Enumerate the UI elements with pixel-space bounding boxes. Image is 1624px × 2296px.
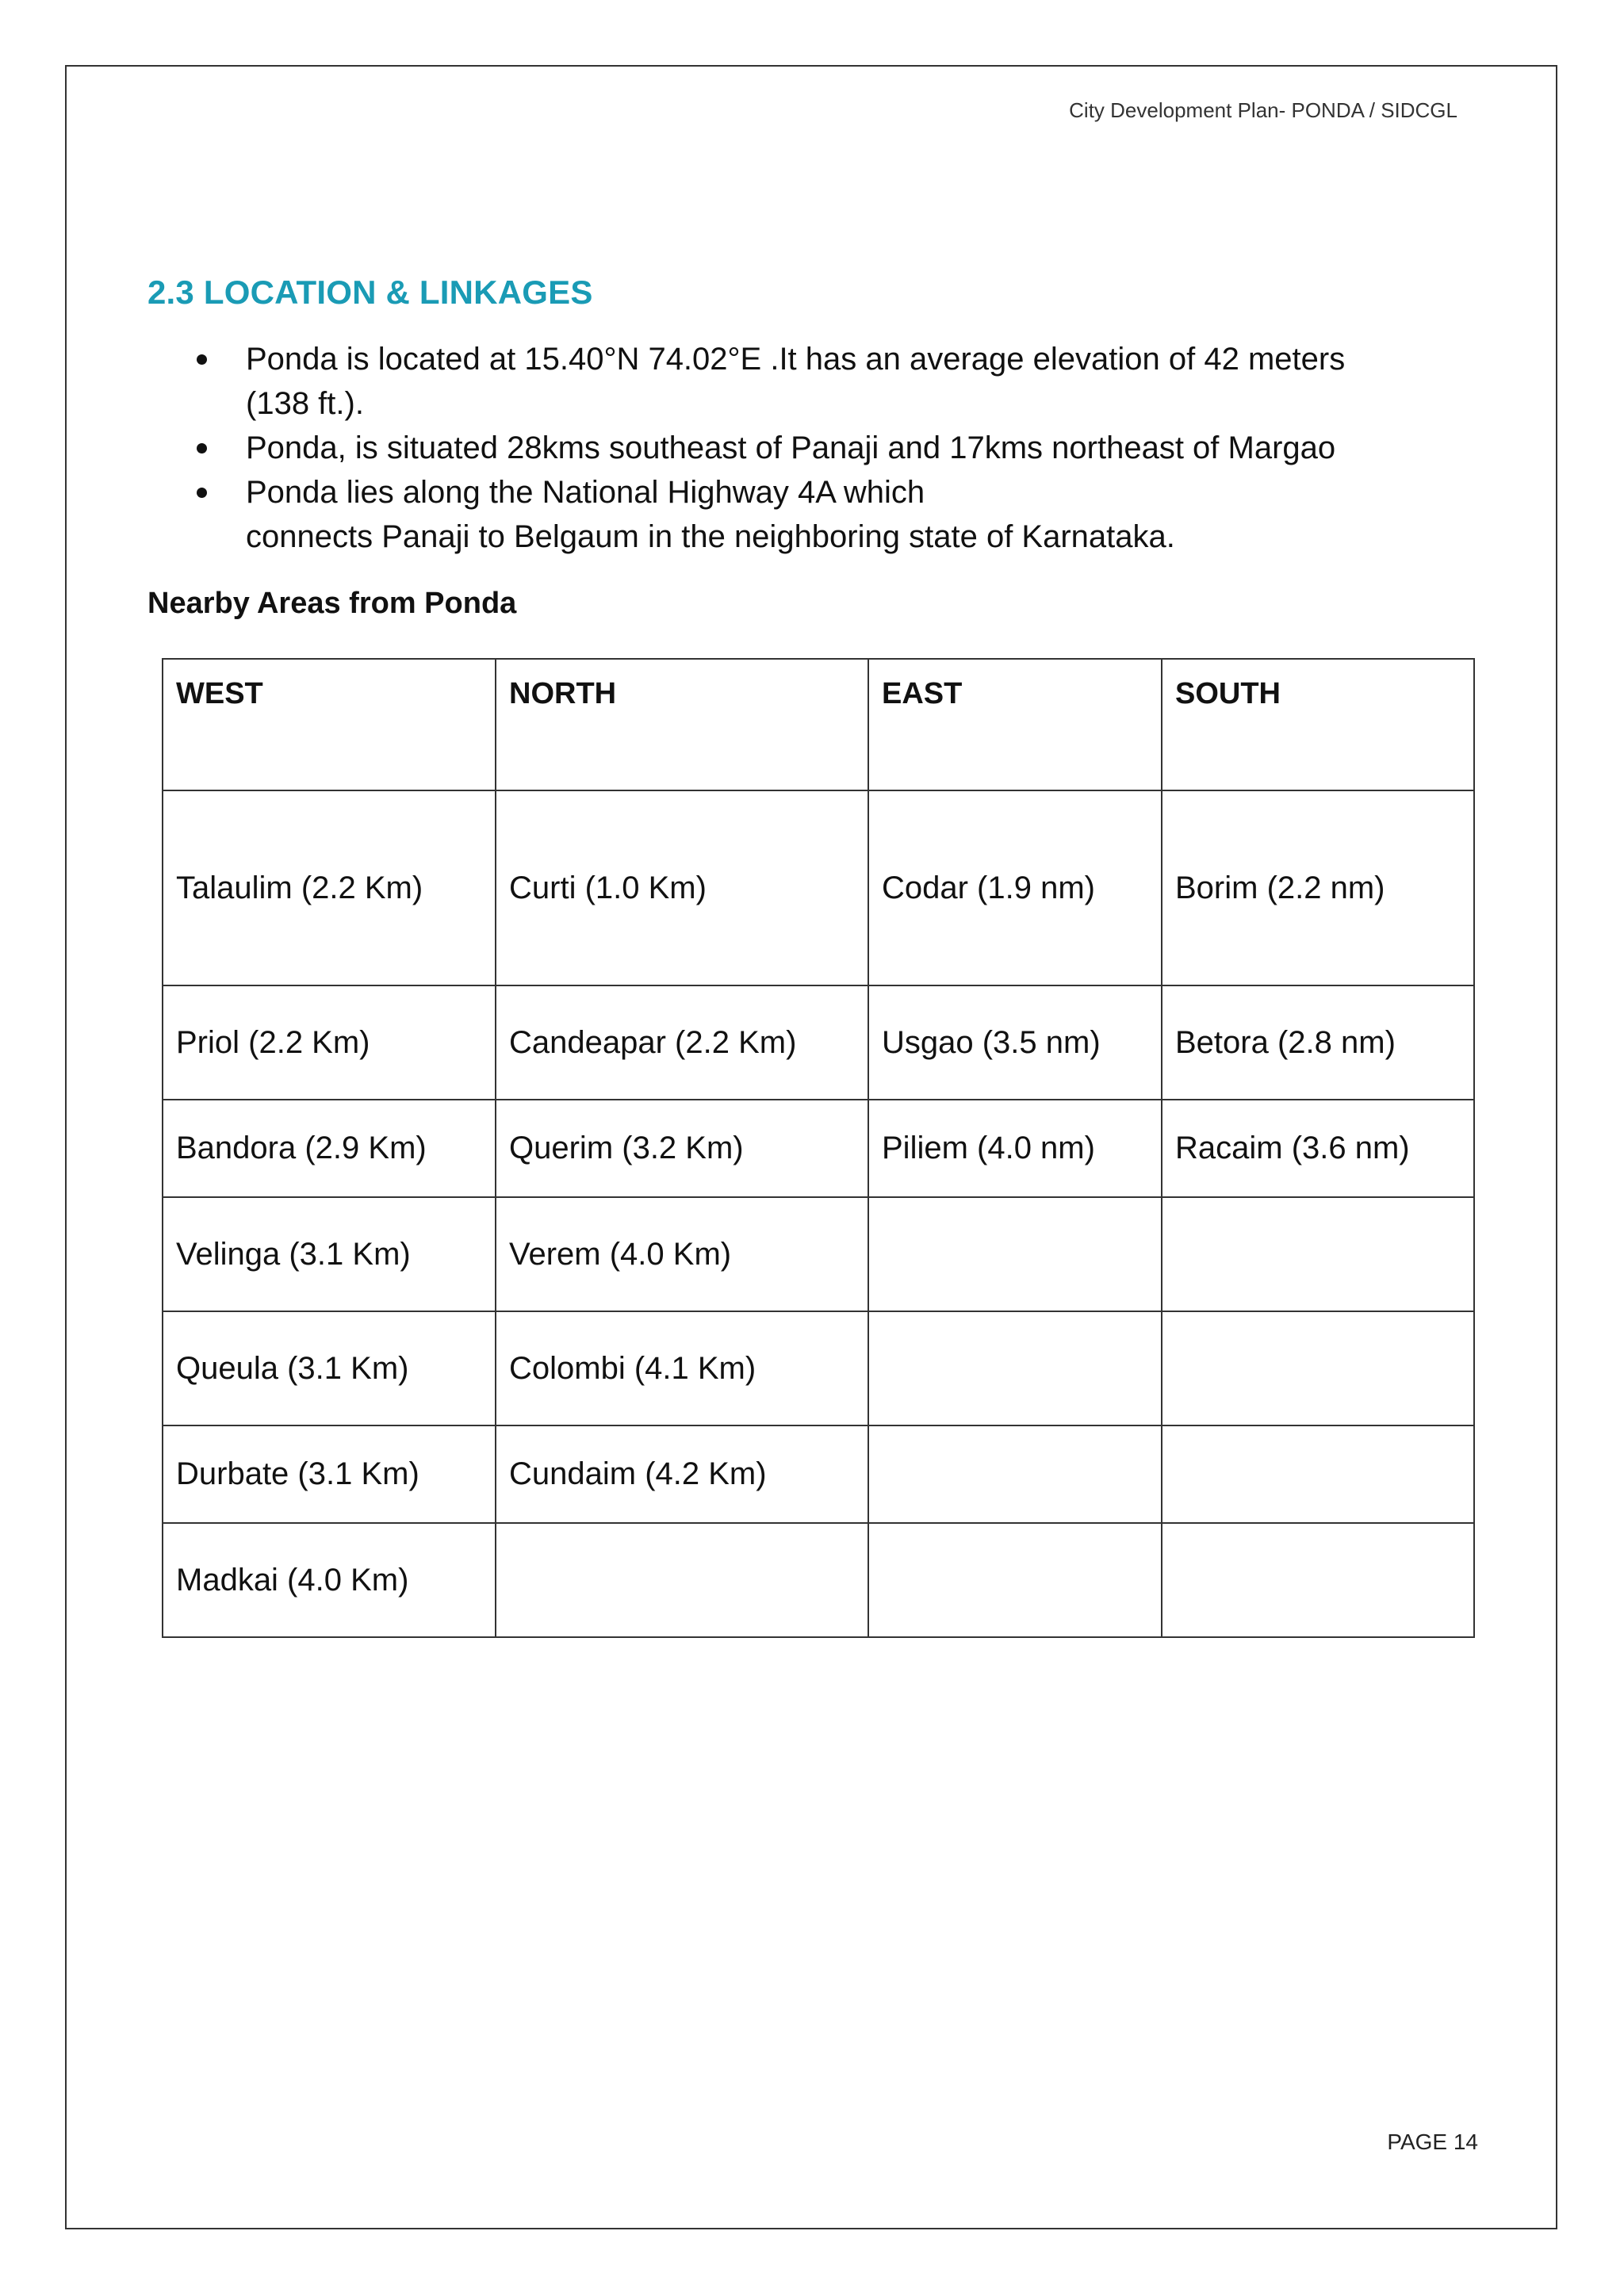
- table-cell: Durbate (3.1 Km): [163, 1425, 496, 1523]
- nearby-areas-table: [162, 658, 1475, 1638]
- bullet-line: Ponda, is situated 28kms southeast of Panaji and 17kms northeast of Margao: [246, 430, 1336, 465]
- table-cell: Verem (4.0 Km): [496, 1197, 868, 1311]
- table-cell: [868, 1523, 1162, 1637]
- table-row: [163, 1100, 1474, 1197]
- column-header-north: NORTH: [496, 659, 868, 790]
- table-cell: [868, 1425, 1162, 1523]
- table-row: [163, 1425, 1474, 1523]
- table-cell: [1162, 1425, 1474, 1523]
- table-title: Nearby Areas from Ponda: [147, 587, 517, 620]
- bullet-item: [187, 337, 1488, 426]
- bullet-line: connects Panaji to Belgaum in the neighboring state of Karnataka.: [246, 519, 1175, 554]
- table-row: [163, 985, 1474, 1100]
- table-row: [163, 1311, 1474, 1425]
- table-cell: Codar (1.9 nm): [868, 790, 1162, 985]
- table-cell: Queula (3.1 Km): [163, 1311, 496, 1425]
- table-cell: [1162, 1311, 1474, 1425]
- table-cell: Querim (3.2 Km): [496, 1100, 868, 1197]
- table-cell: Betora (2.8 nm): [1162, 985, 1474, 1100]
- bullet-dot-icon: [197, 354, 207, 365]
- table-cell: Colombi (4.1 Km): [496, 1311, 868, 1425]
- table-cell: Curti (1.0 Km): [496, 790, 868, 985]
- column-header-west: WEST: [163, 659, 496, 790]
- page-number: PAGE 14: [1387, 2130, 1478, 2154]
- column-header-south: SOUTH: [1162, 659, 1474, 790]
- table-cell: Piliem (4.0 nm): [868, 1100, 1162, 1197]
- table-cell: [1162, 1197, 1474, 1311]
- section-heading: 2.3 LOCATION & LINKAGES: [147, 274, 593, 311]
- bullet-item: [187, 470, 1488, 559]
- table-cell: Madkai (4.0 Km): [163, 1523, 496, 1637]
- table-cell: Talaulim (2.2 Km): [163, 790, 496, 985]
- table-cell: Cundaim (4.2 Km): [496, 1425, 868, 1523]
- table-cell: Velinga (3.1 Km): [163, 1197, 496, 1311]
- table-row: [163, 1523, 1474, 1637]
- bullet-line: Ponda lies along the National Highway 4A which: [246, 475, 925, 510]
- table-cell: Borim (2.2 nm): [1162, 790, 1474, 985]
- table-cell: [1162, 1523, 1474, 1637]
- bullet-dot-icon: [197, 443, 207, 453]
- table-cell: [496, 1523, 868, 1637]
- table-cell: Racaim (3.6 nm): [1162, 1100, 1474, 1197]
- table-header-row: [163, 659, 1474, 790]
- table-cell: Usgao (3.5 nm): [868, 985, 1162, 1100]
- table-cell: Candeapar (2.2 Km): [496, 985, 868, 1100]
- table-cell: [868, 1311, 1162, 1425]
- bullet-line: (138 ft.).: [246, 386, 364, 421]
- table-row: [163, 790, 1474, 985]
- table-row: [163, 1197, 1474, 1311]
- bullet-list: [187, 337, 1488, 559]
- table-cell: [868, 1197, 1162, 1311]
- bullet-line: Ponda is located at 15.40°N 74.02°E .It has an average elevation of 42 meters: [246, 342, 1346, 377]
- bullet-item: [187, 426, 1488, 470]
- running-header: City Development Plan- PONDA / SIDCGL: [1069, 98, 1457, 122]
- column-header-east: EAST: [868, 659, 1162, 790]
- table-cell: Priol (2.2 Km): [163, 985, 496, 1100]
- bullet-dot-icon: [197, 488, 207, 498]
- table-cell: Bandora (2.9 Km): [163, 1100, 496, 1197]
